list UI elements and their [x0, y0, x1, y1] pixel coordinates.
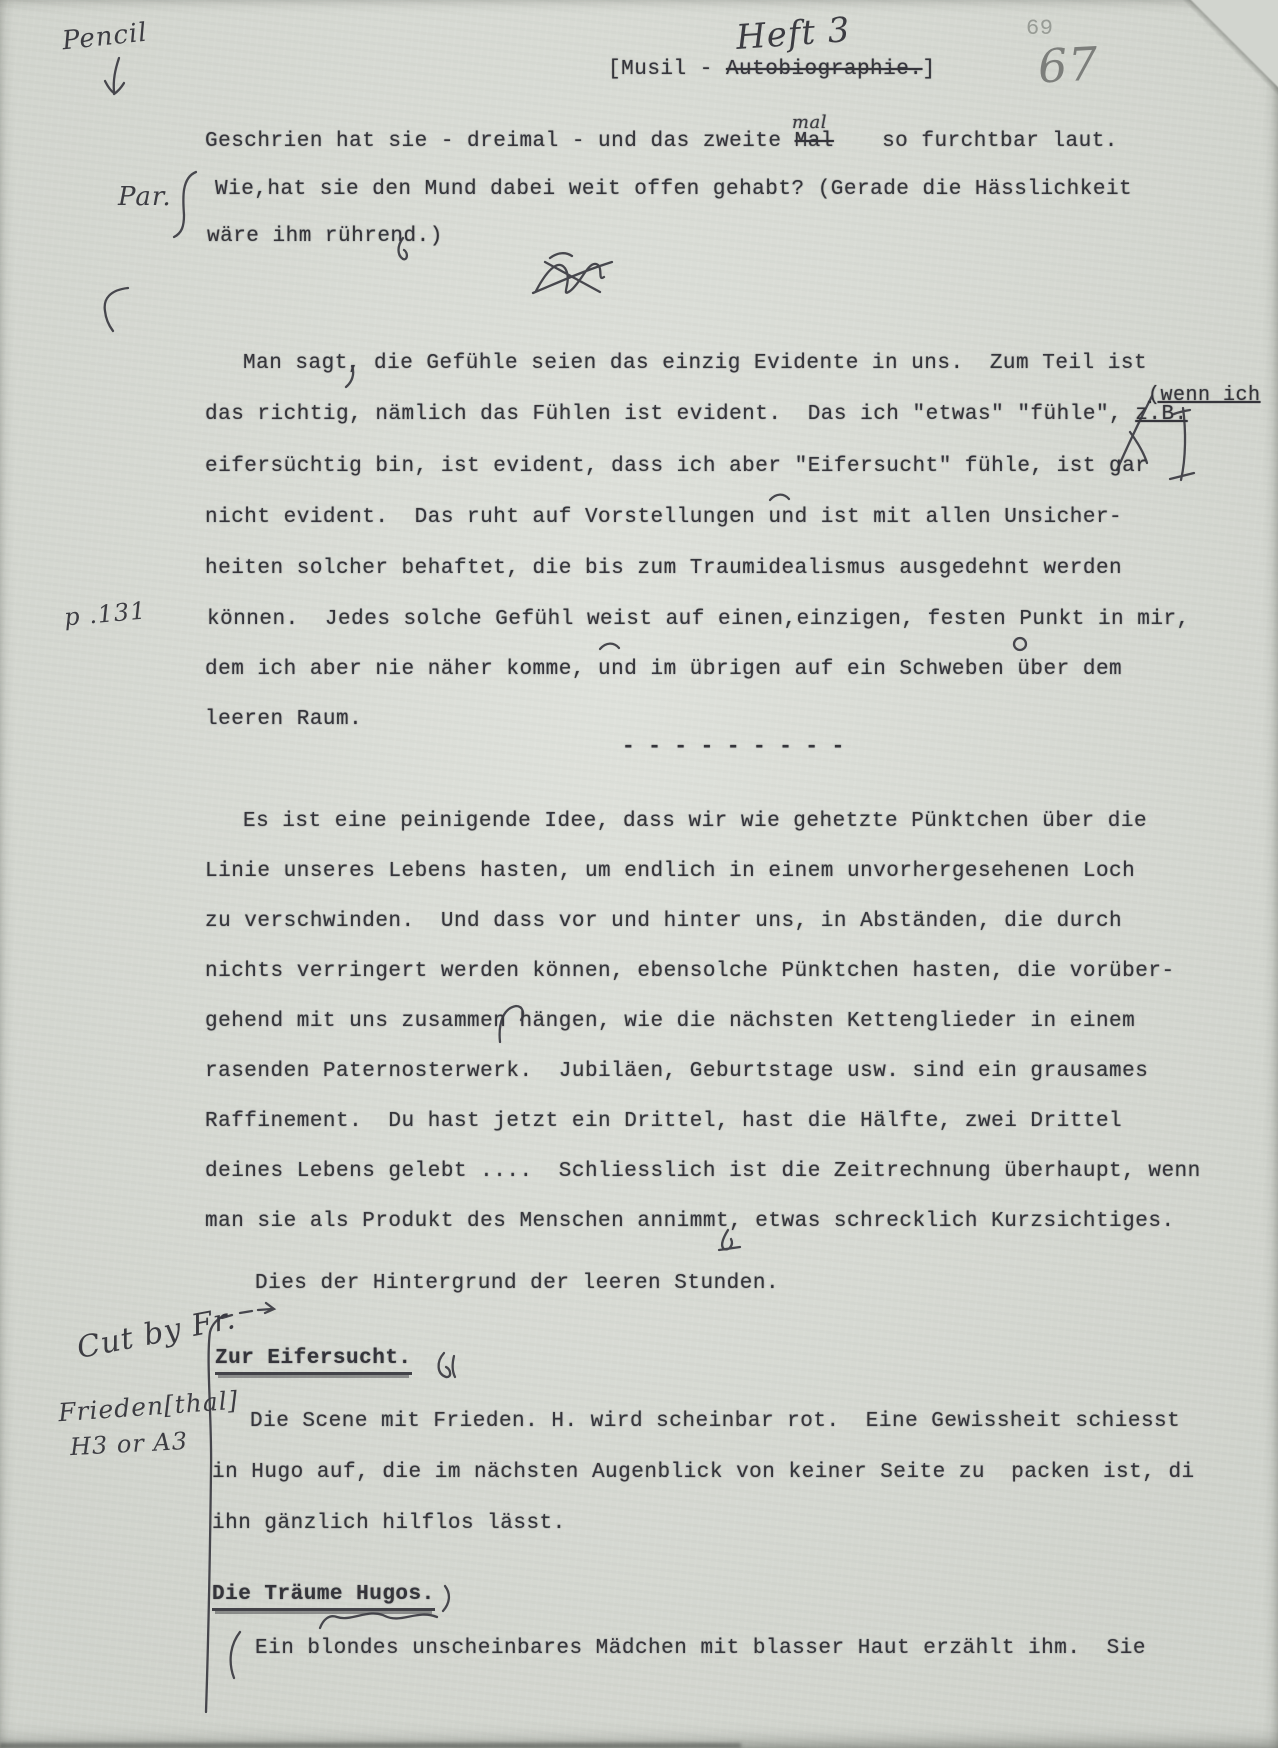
page-title [608, 58, 936, 81]
para2-line8: leeren Raum. [205, 708, 363, 731]
margin-check-mark [105, 288, 128, 331]
mal-correction-note: mal [791, 112, 827, 133]
para1-struck-word: Mal [794, 130, 834, 153]
wenn-ich-insert: (wenn ich [1148, 384, 1261, 407]
para1-line1-pre: Geschrien hat sie - dreimal - und das zweite [205, 130, 795, 153]
para2-line5: heiten solcher behaftet, die bis zum Traumidealismus ausgedehnt werden [205, 557, 1123, 580]
page-number-typed: 69 [1026, 16, 1054, 41]
eifersucht-heading-text: Zur Eifersucht. [215, 1347, 412, 1375]
para3-line7: Raffinement. Du hast jetzt ein Drittel, hast die Hälfte, zwei Drittel [205, 1110, 1123, 1133]
traeume-line1: Ein blondes unscheinbares Mädchen mit blasser Haut erzählt ihm. Sie [255, 1637, 1146, 1660]
traeume-heading [212, 1583, 435, 1606]
para3-line8: deines Lebens gelebt .... Schliesslich ist die Zeitrechnung überhaupt, wenn [205, 1160, 1201, 1183]
title-bracket-open: [ [608, 58, 622, 81]
para3-line4: nichts verringert werden können, ebensolche Pünktchen hasten, die vorüber- [205, 960, 1175, 983]
para1-line3: wäre ihm rührend.) [207, 225, 443, 248]
para2-zb-underlined: z.B. [1135, 403, 1188, 426]
para3-line6: rasenden Paternosterwerk. Jubiläen, Geburtstage usw. sind ein grausames [205, 1060, 1149, 1083]
pencil-margin-note: Pencil [60, 17, 149, 57]
traeume-heading-text: Die Träume Hugos. [212, 1583, 435, 1611]
title-struck-word: Autobiographie. [725, 58, 923, 81]
para2-line3: eifersüchtig bin, ist evident, dass ich aber "Eifersucht" fühle, ist gar [205, 455, 1149, 478]
title-author: Musil - [621, 58, 726, 81]
und-breve-mark-2 [600, 644, 619, 649]
para2-line6: können. Jedes solche Gefühl weist auf einen,einzigen, festen Punkt in mir, [207, 608, 1190, 631]
para3-line5: gehend mit uns zusammen hängen, wie die nächsten Kettenglieder in einem [205, 1010, 1136, 1033]
page-number-pencil: 67 [1036, 36, 1100, 94]
und-breve-mark-1 [770, 495, 789, 500]
para3-line1: Es ist eine peinigende Idee, dass wir wie gehetzte Pünktchen über die [243, 810, 1148, 833]
para1-line1-post: so furchtbar laut. [868, 130, 1118, 153]
scan-edge-smudge [0, 1743, 741, 1748]
para3-line2: Linie unseres Lebens hasten, um endlich in einem unvorhergesehenen Loch [205, 860, 1136, 883]
para3-line9: man sie als Produkt des Menschen annimmt, etwas schrecklich Kurzsichtiges. [205, 1210, 1175, 1233]
paragraph-bracket-mark [174, 172, 196, 237]
ein-blondes-paren-mark [231, 1632, 240, 1678]
frieden-margin-note: Frieden[thal] [57, 1385, 240, 1428]
eifersucht-line2: in Hugo auf, die im nächsten Augenblick von keiner Seite zu packen ist, di [212, 1461, 1195, 1484]
eifersucht-line3: ihn gänzlich hilflos lässt. [212, 1512, 566, 1535]
cut-by-margin-note: Cut by Fr. [74, 1300, 239, 1367]
section-divider: - - - - - - - - - [622, 736, 845, 759]
para2-line7: dem ich aber nie näher komme, und im übrigen auf ein Schweben über dem [205, 658, 1123, 681]
page-ref-margin-note: p .131 [62, 596, 148, 632]
para2-line2 [205, 403, 1188, 426]
para2-line2-pre: das richtig, nämlich das Fühlen ist evident. Das ich "etwas" "fühle", [205, 403, 1136, 426]
par-margin-note: Par. [118, 182, 172, 212]
scribble-strikeout-mark [533, 253, 612, 293]
ueber-ring-mark [1014, 638, 1026, 650]
annimmt-comma-insert-mark [719, 1230, 740, 1250]
title-bracket-close: ] [922, 58, 936, 81]
pencil-down-arrow-icon [105, 58, 124, 94]
corner-fold [1148, 0, 1278, 130]
eifersucht-heading [215, 1347, 412, 1370]
version-margin-note: H3 or A3 [69, 1426, 189, 1462]
para4-line: Dies der Hintergrund der leeren Stunden. [255, 1272, 780, 1295]
para2-line1: Man sagt, die Gefühle seien das einzig Evidente in uns. Zum Teil ist [243, 352, 1148, 375]
para3-line3: zu verschwinden. Und dass vor und hinter uns, in Abständen, die durch [205, 910, 1123, 933]
para2-line4: nicht evident. Das ruht auf Vorstellungen und ist mit allen Unsicher- [205, 506, 1123, 529]
heft-number-note: Heft 3 [734, 10, 852, 58]
para1-line1 [205, 112, 1118, 153]
eifersucht-deleatur-mark [439, 1353, 455, 1377]
eifersucht-line1: Die Scene mit Frieden. H. wird scheinbar rot. Eine Gewissheit schiesst [250, 1410, 1181, 1433]
para1-line2: Wie,hat sie den Mund dabei weit offen gehabt? (Gerade die Hässlichkeit [215, 178, 1133, 201]
